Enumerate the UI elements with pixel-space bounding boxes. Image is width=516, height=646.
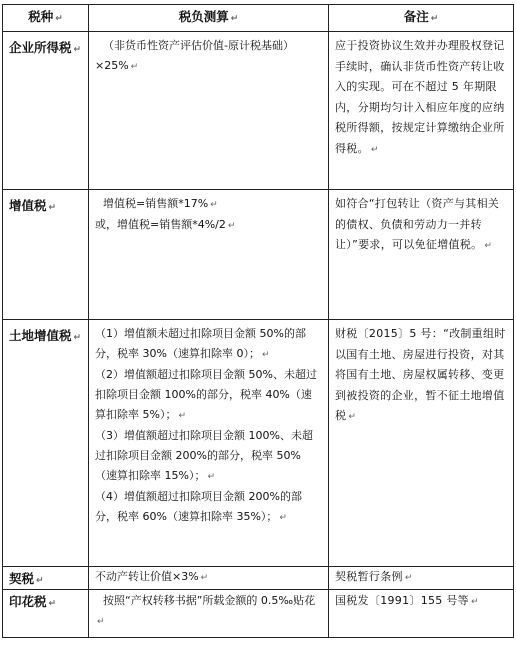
tax-calc: 不动产转让价值×3% ↵ — [89, 567, 329, 590]
tax-calc: 增值税=销售额*17% ↵ 或，增值税=销售额*4%/2 ↵ — [89, 190, 329, 320]
table-row — [3, 567, 514, 590]
tax-calc: 按照“产权转移书据”所载金额的 0.5‰贴花↵ — [89, 589, 329, 637]
tax-name: 契税 ↵ — [3, 567, 89, 590]
tax-note: 国税发〔1991〕155 号等 ↵ — [329, 589, 514, 637]
table-row — [3, 320, 514, 567]
tax-burden-table — [2, 4, 514, 638]
tax-name: 土地增值税 ↵ — [3, 320, 89, 567]
tax-note: 契税暂行条例 ↵ — [329, 567, 514, 590]
table-row — [3, 190, 514, 320]
table-row — [3, 589, 514, 637]
header-calc: 税负测算 ↵ — [89, 5, 329, 32]
tax-note: 如符合“打包转让（资产与其相关的债权、负债和劳动力一并转让）”要求，可以免征增值税。 ↵ — [329, 190, 514, 320]
header-note: 备注 ↵ — [329, 5, 514, 32]
tax-calc: （1）增值额未超过扣除项目金额 50%的部分，税率 30%（速算扣除率 0）； ↵ （2）增值额超过扣除项目金额 50%、未超过扣除项目金额 100%的部分，税率 40%（速算扣除率 5%）； ↵ （3）增值额超过扣除项目金额 100%、未超过扣除项目金额 200%的部分，税率 50%（速算扣除率 15%）； ↵ （4）增值额超过扣除项目金额 200%的部分，税率 60%（速算扣除率 35%）； ↵ — [89, 320, 329, 567]
tax-name: 印花税 ↵ — [3, 589, 89, 637]
tax-calc: （非货币性资产评估价值-原计税基础）×25% ↵ — [89, 32, 329, 190]
header-tax: 税种 ↵ — [3, 5, 89, 32]
table-row — [3, 32, 514, 190]
tax-note: 应于投资协议生效并办理股权登记手续时，确认非货币性资产转让收入的实现。可在不超过 5 年期限内，分期均匀计入相应年度的应纳税所得额，按规定计算缴纳企业所得税。 ↵ — [329, 32, 514, 190]
tax-name: 企业所得税 ↵ — [3, 32, 89, 190]
header-row — [3, 5, 514, 32]
tax-note: 财税〔2015〕5 号：“改制重组时以国有土地、房屋进行投资，对其将国有土地、房屋权属转移、变更到被投资的企业，暂不征土地增值税 ↵ — [329, 320, 514, 567]
tax-name: 增值税 ↵ — [3, 190, 89, 320]
